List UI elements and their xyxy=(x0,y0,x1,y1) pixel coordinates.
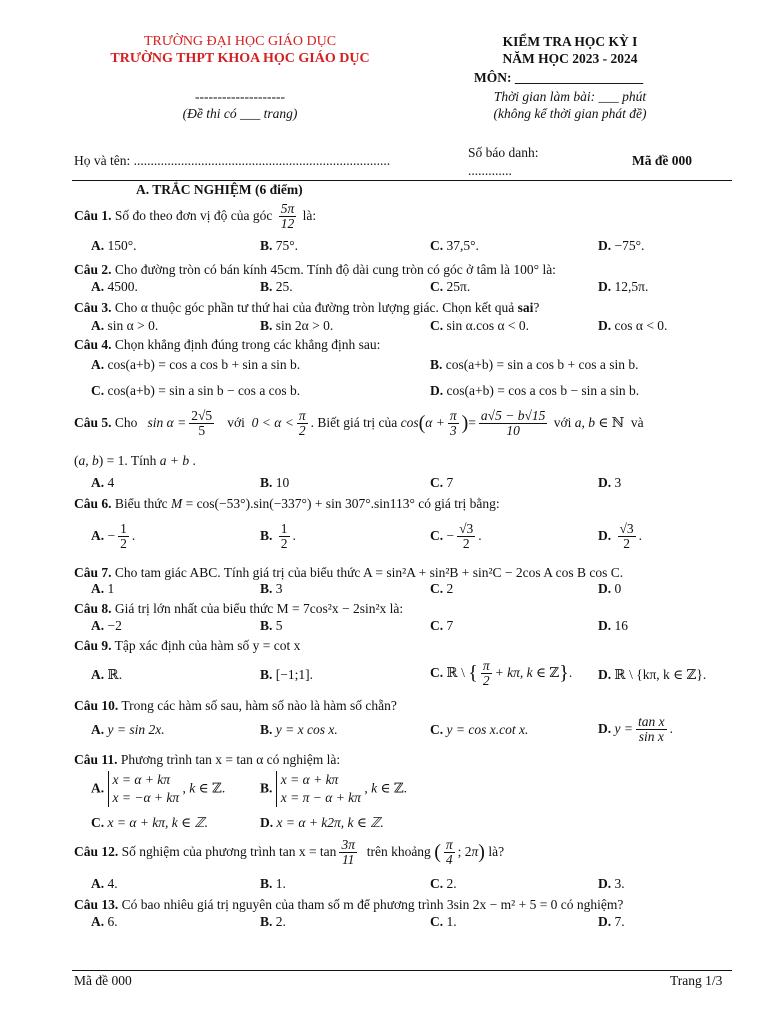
question-13: Câu 13. Có bao nhiêu giá trị nguyên của tham số m để phương trình 3sin 2x − m² + 5 = 0 có nghiệm? xyxy=(74,897,624,912)
question-8: Câu 8. Giá trị lớn nhất của biểu thức M = 7cos²x − 2sin²x là: xyxy=(74,601,404,616)
header-divider xyxy=(72,180,732,181)
q4-option-d[interactable]: D. cos(a+b) = cos a cos b − sin a sin b. xyxy=(430,383,640,398)
question-1: Câu 1. Số đo theo đơn vị độ của góc $\frac{5\pi}{12}$ là: xyxy=(74,201,317,232)
question-11: Câu 11. Phương trình tan x = tan α có nghiệm là: xyxy=(74,752,341,767)
q12-option-d[interactable]: D. 3. xyxy=(598,876,625,891)
q5-option-c[interactable]: C. 7 xyxy=(430,475,454,490)
q4-option-c[interactable]: C. cos(a+b) = sin a sin b − cos a cos b. xyxy=(91,383,301,398)
q9-option-c[interactable]: C. ℝ \ { $\frac{\pi}{2}$ + kπ, k ∈ ℤ}. xyxy=(430,658,573,689)
q10-option-b[interactable]: B. y = x cos x. xyxy=(260,722,338,737)
time-line: Thời gian làm bài: ___ phút xyxy=(493,89,647,104)
sbd-label: Số báo danh: xyxy=(468,145,539,160)
exam-code: Mã đề 000 xyxy=(632,153,692,168)
q11-option-c[interactable]: C. x = α + kπ, k ∈ ℤ. xyxy=(91,815,208,830)
q9-option-b[interactable]: B. [−1;1]. xyxy=(260,667,313,682)
q2-option-d[interactable]: D. 12,5π. xyxy=(598,279,649,294)
q7-option-c[interactable]: C. 2 xyxy=(430,581,454,596)
question-5: Câu 5. Cho sin α = $\frac{2√5}{5}$ với 0 < α < $\frac{\pi}{2}$ . Biết giá trị của cos(α + $\frac{\pi}{3}$ )= $\frac{a√5 - b√15}{10}$ với a, b ∈ ℕ và xyxy=(74,408,644,439)
q2-option-c[interactable]: C. 25π. xyxy=(430,279,471,294)
q8-option-b[interactable]: B. 5 xyxy=(260,618,283,633)
exam-title: KIỂM TRA HỌC KỲ I xyxy=(502,34,638,49)
q12-option-c[interactable]: C. 2. xyxy=(430,876,457,891)
page-number: Trang 1/3 xyxy=(670,973,723,988)
q10-option-a[interactable]: A. y = sin 2x. xyxy=(91,722,165,737)
student-name-line: Họ và tên: ............................................................................ xyxy=(74,153,391,168)
q1-option-d[interactable]: D. −75°. xyxy=(598,238,645,253)
q7-option-a[interactable]: A. 1 xyxy=(91,581,115,596)
q10-option-c[interactable]: C. y = cos x.cot x. xyxy=(430,722,529,737)
q5-option-b[interactable]: B. 10 xyxy=(260,475,290,490)
q2-option-b[interactable]: B. 25. xyxy=(260,279,293,294)
q1-option-b[interactable]: B. 75°. xyxy=(260,238,299,253)
question-9: Câu 9. Tập xác định của hàm số y = cot x xyxy=(74,638,301,653)
q1-option-a[interactable]: A. 150°. xyxy=(91,238,137,253)
q3-option-c[interactable]: C. sin α.cos α < 0. xyxy=(430,318,530,333)
question-2: Câu 2. Cho đường tròn có bán kính 45cm. Tính độ dài cung tròn có góc ở tâm là 100° là: xyxy=(74,262,556,277)
q6-option-a[interactable]: A. − $\frac{1}{2}$ . xyxy=(91,521,136,552)
q8-option-d[interactable]: D. 16 xyxy=(598,618,628,633)
q10-option-d[interactable]: D. y = $\frac{\text{tan x}}{\text{sin x}}$ . xyxy=(598,714,673,745)
question-10: Câu 10. Trong các hàm số sau, hàm số nào là hàm số chẵn? xyxy=(74,698,397,713)
q12-option-b[interactable]: B. 1. xyxy=(260,876,286,891)
school-year: NĂM HỌC 2023 - 2024 xyxy=(502,51,638,66)
q13-option-c[interactable]: C. 1. xyxy=(430,914,457,929)
q13-option-a[interactable]: A. 6. xyxy=(91,914,118,929)
q6-option-c[interactable]: C. − $\frac{√3}{2}$ . xyxy=(430,521,482,552)
q13-option-b[interactable]: B. 2. xyxy=(260,914,286,929)
q3-option-d[interactable]: D. cos α < 0. xyxy=(598,318,668,333)
q6-option-b[interactable]: B. $\frac{1}{2}$ . xyxy=(260,521,296,552)
q13-option-d[interactable]: D. 7. xyxy=(598,914,625,929)
school-name: TRƯỜNG THPT KHOA HỌC GIÁO DỤC xyxy=(110,51,370,66)
q4-option-b[interactable]: B. cos(a+b) = sin a cos b + cos a sin b. xyxy=(430,357,639,372)
q9-option-d[interactable]: D. ℝ \ {kπ, k ∈ ℤ}. xyxy=(598,667,707,682)
q8-option-a[interactable]: A. −2 xyxy=(91,618,122,633)
q2-option-a[interactable]: A. 4500. xyxy=(91,279,138,294)
question-5-cont: (a, b) = 1. Tính a + b . xyxy=(74,453,196,468)
question-3: Câu 3. Cho α thuộc góc phần tư thứ hai của đường tròn lượng giác. Chọn kết quả sai? xyxy=(74,300,540,315)
question-4: Câu 4. Chọn khẳng định đúng trong các khẳng định sau: xyxy=(74,337,381,352)
header-dashes: -------------------- xyxy=(195,89,285,104)
q5-option-d[interactable]: D. 3 xyxy=(598,475,622,490)
sbd-dots: ............. xyxy=(468,163,512,178)
q6-option-d[interactable]: D. $\frac{√3}{2}$ . xyxy=(598,521,643,552)
section-title: A. TRẮC NGHIỆM (6 điểm) xyxy=(136,182,303,197)
question-6: Câu 6. Biểu thức M = cos(−53°).sin(−337°) + sin 307°.sin113° có giá trị bằng: xyxy=(74,496,500,511)
q5-option-a[interactable]: A. 4 xyxy=(91,475,115,490)
q1-option-c[interactable]: C. 37,5°. xyxy=(430,238,479,253)
pages-note: (Đề thi có ___ trang) xyxy=(182,106,298,121)
question-7: Câu 7. Cho tam giác ABC. Tính giá trị của biểu thức A = sin²A + sin²B + sin²C − 2cos A cos B cos C. xyxy=(74,565,624,580)
q11-option-a[interactable]: A. x = α + kπ x = −α + kπ , k ∈ ℤ. xyxy=(91,771,225,807)
q3-option-a[interactable]: A. sin α > 0. xyxy=(91,318,159,333)
q8-option-c[interactable]: C. 7 xyxy=(430,618,454,633)
question-12: Câu 12. Số nghiệm của phương trình tan x = tan $\frac{3\pi}{11}$ trên khoảng ( $\frac{\pi}{4}$ ; 2π) là? xyxy=(74,837,505,868)
q7-option-d[interactable]: D. 0 xyxy=(598,581,622,596)
q11-option-d[interactable]: D. x = α + k2π, k ∈ ℤ. xyxy=(260,815,384,830)
footer-divider xyxy=(72,970,732,971)
q12-option-a[interactable]: A. 4. xyxy=(91,876,118,891)
footer-code: Mã đề 000 xyxy=(74,973,132,988)
subject-line: MÔN: ___________________ xyxy=(474,70,644,85)
university-name: TRƯỜNG ĐẠI HỌC GIÁO DỤC xyxy=(143,34,337,49)
time-note: (không kể thời gian phát đề) xyxy=(493,106,647,121)
q11-option-b[interactable]: B. x = α + kπ x = π − α + kπ , k ∈ ℤ. xyxy=(260,771,407,807)
q9-option-a[interactable]: A. ℝ. xyxy=(91,667,123,682)
q4-option-a[interactable]: A. cos(a+b) = cos a cos b + sin a sin b. xyxy=(91,357,301,372)
q3-option-b[interactable]: B. sin 2α > 0. xyxy=(260,318,334,333)
q7-option-b[interactable]: B. 3 xyxy=(260,581,283,596)
